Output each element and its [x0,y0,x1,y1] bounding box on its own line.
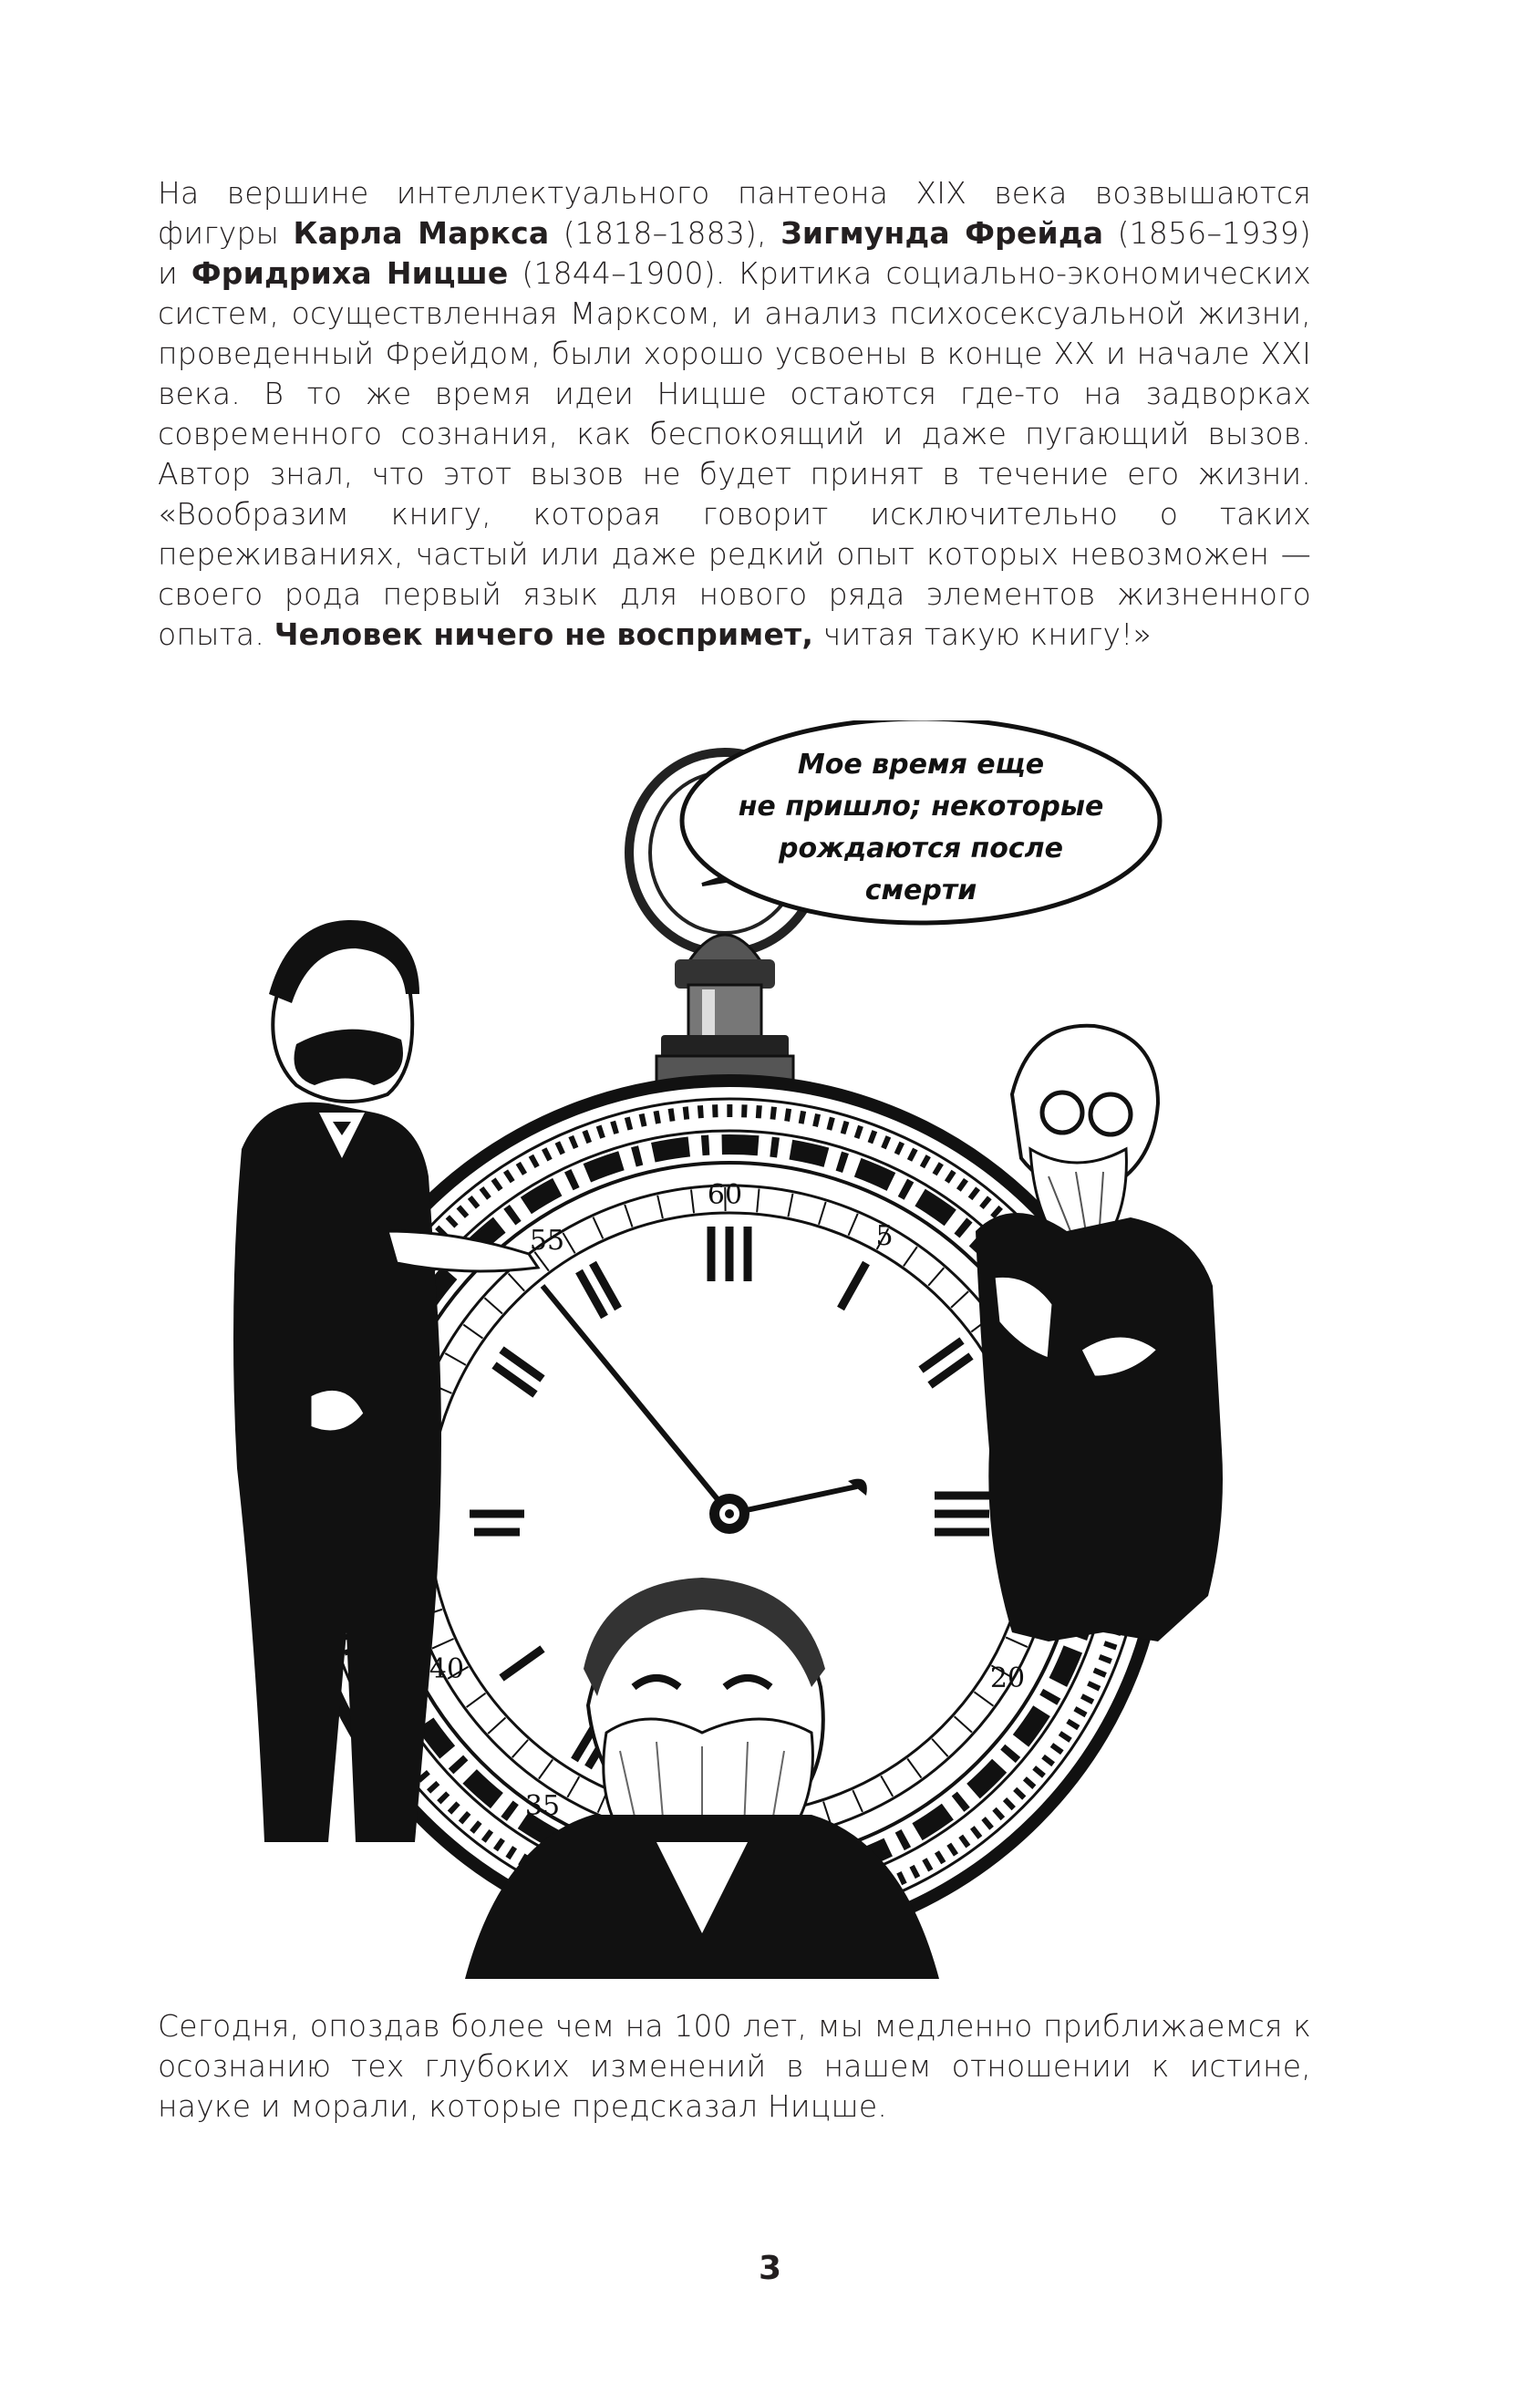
text-run: На вершине интеллектуального пантеона XIX века возвышаются фигуры [158,175,1311,251]
dial-number: 35 [524,1790,561,1822]
bubble-line: Мое время еще [797,749,1045,781]
dial-number: 60 [707,1179,743,1211]
bold-name-freud: Зигмунда Фрейда [780,215,1104,251]
bubble-line: не пришло; некоторые [738,791,1104,823]
dial-number: 20 [989,1662,1026,1694]
closing-paragraph: Сегодня, опоздав более чем на 100 лет, мы медленно приближаемся к осознанию тех глубоких изменений в нашем отношении к истине, науке и морали, которые предсказал Ницше. [158,2008,1311,2124]
page-number: 3 [758,2250,782,2287]
speech-bubble [682,720,1160,923]
dial-number: 55 [529,1225,565,1257]
bold-name-nietzsche: Фридриха Ницше [191,255,509,291]
bold-quote-phrase: Человек ничего не воспримет, [274,616,814,652]
text-run: (1818–1883), [549,215,781,251]
text-run: (1856–1939) и [158,215,1312,291]
intro-paragraph [158,173,1311,655]
bold-name-marx: Карла Маркса [293,215,550,251]
dial-number: 5 [875,1220,894,1252]
pocket-watch-illustration [228,720,1276,1979]
bubble-line: смерти [864,875,977,906]
text-run: читая такую книгу!» [813,616,1152,652]
text-run: (1844–1900). Критика социально-экономических систем, осуществленная Марксом, и анализ психосексуальной жизни, проведенный Фрейдом, были хорошо усвоены в конце XX и начале XXI века. В то же время идеи Ницше остаются где-то на задворках современного сознания, как беспокоящий и даже пугающий вызов. Автор знал, что этот вызов не будет принят в течение его жизни. «Вообразим книгу, которая говорит исключительно о таких переживаниях, частый или даже редкий опыт которых невозможен — своего рода первый язык для нового ряда элементов жизненного опыта. [158,255,1311,652]
freud-figure [976,1026,1223,1641]
dial-number: 40 [429,1653,465,1685]
bubble-line: рождаются после [779,833,1063,865]
watch-crown [656,935,793,1091]
